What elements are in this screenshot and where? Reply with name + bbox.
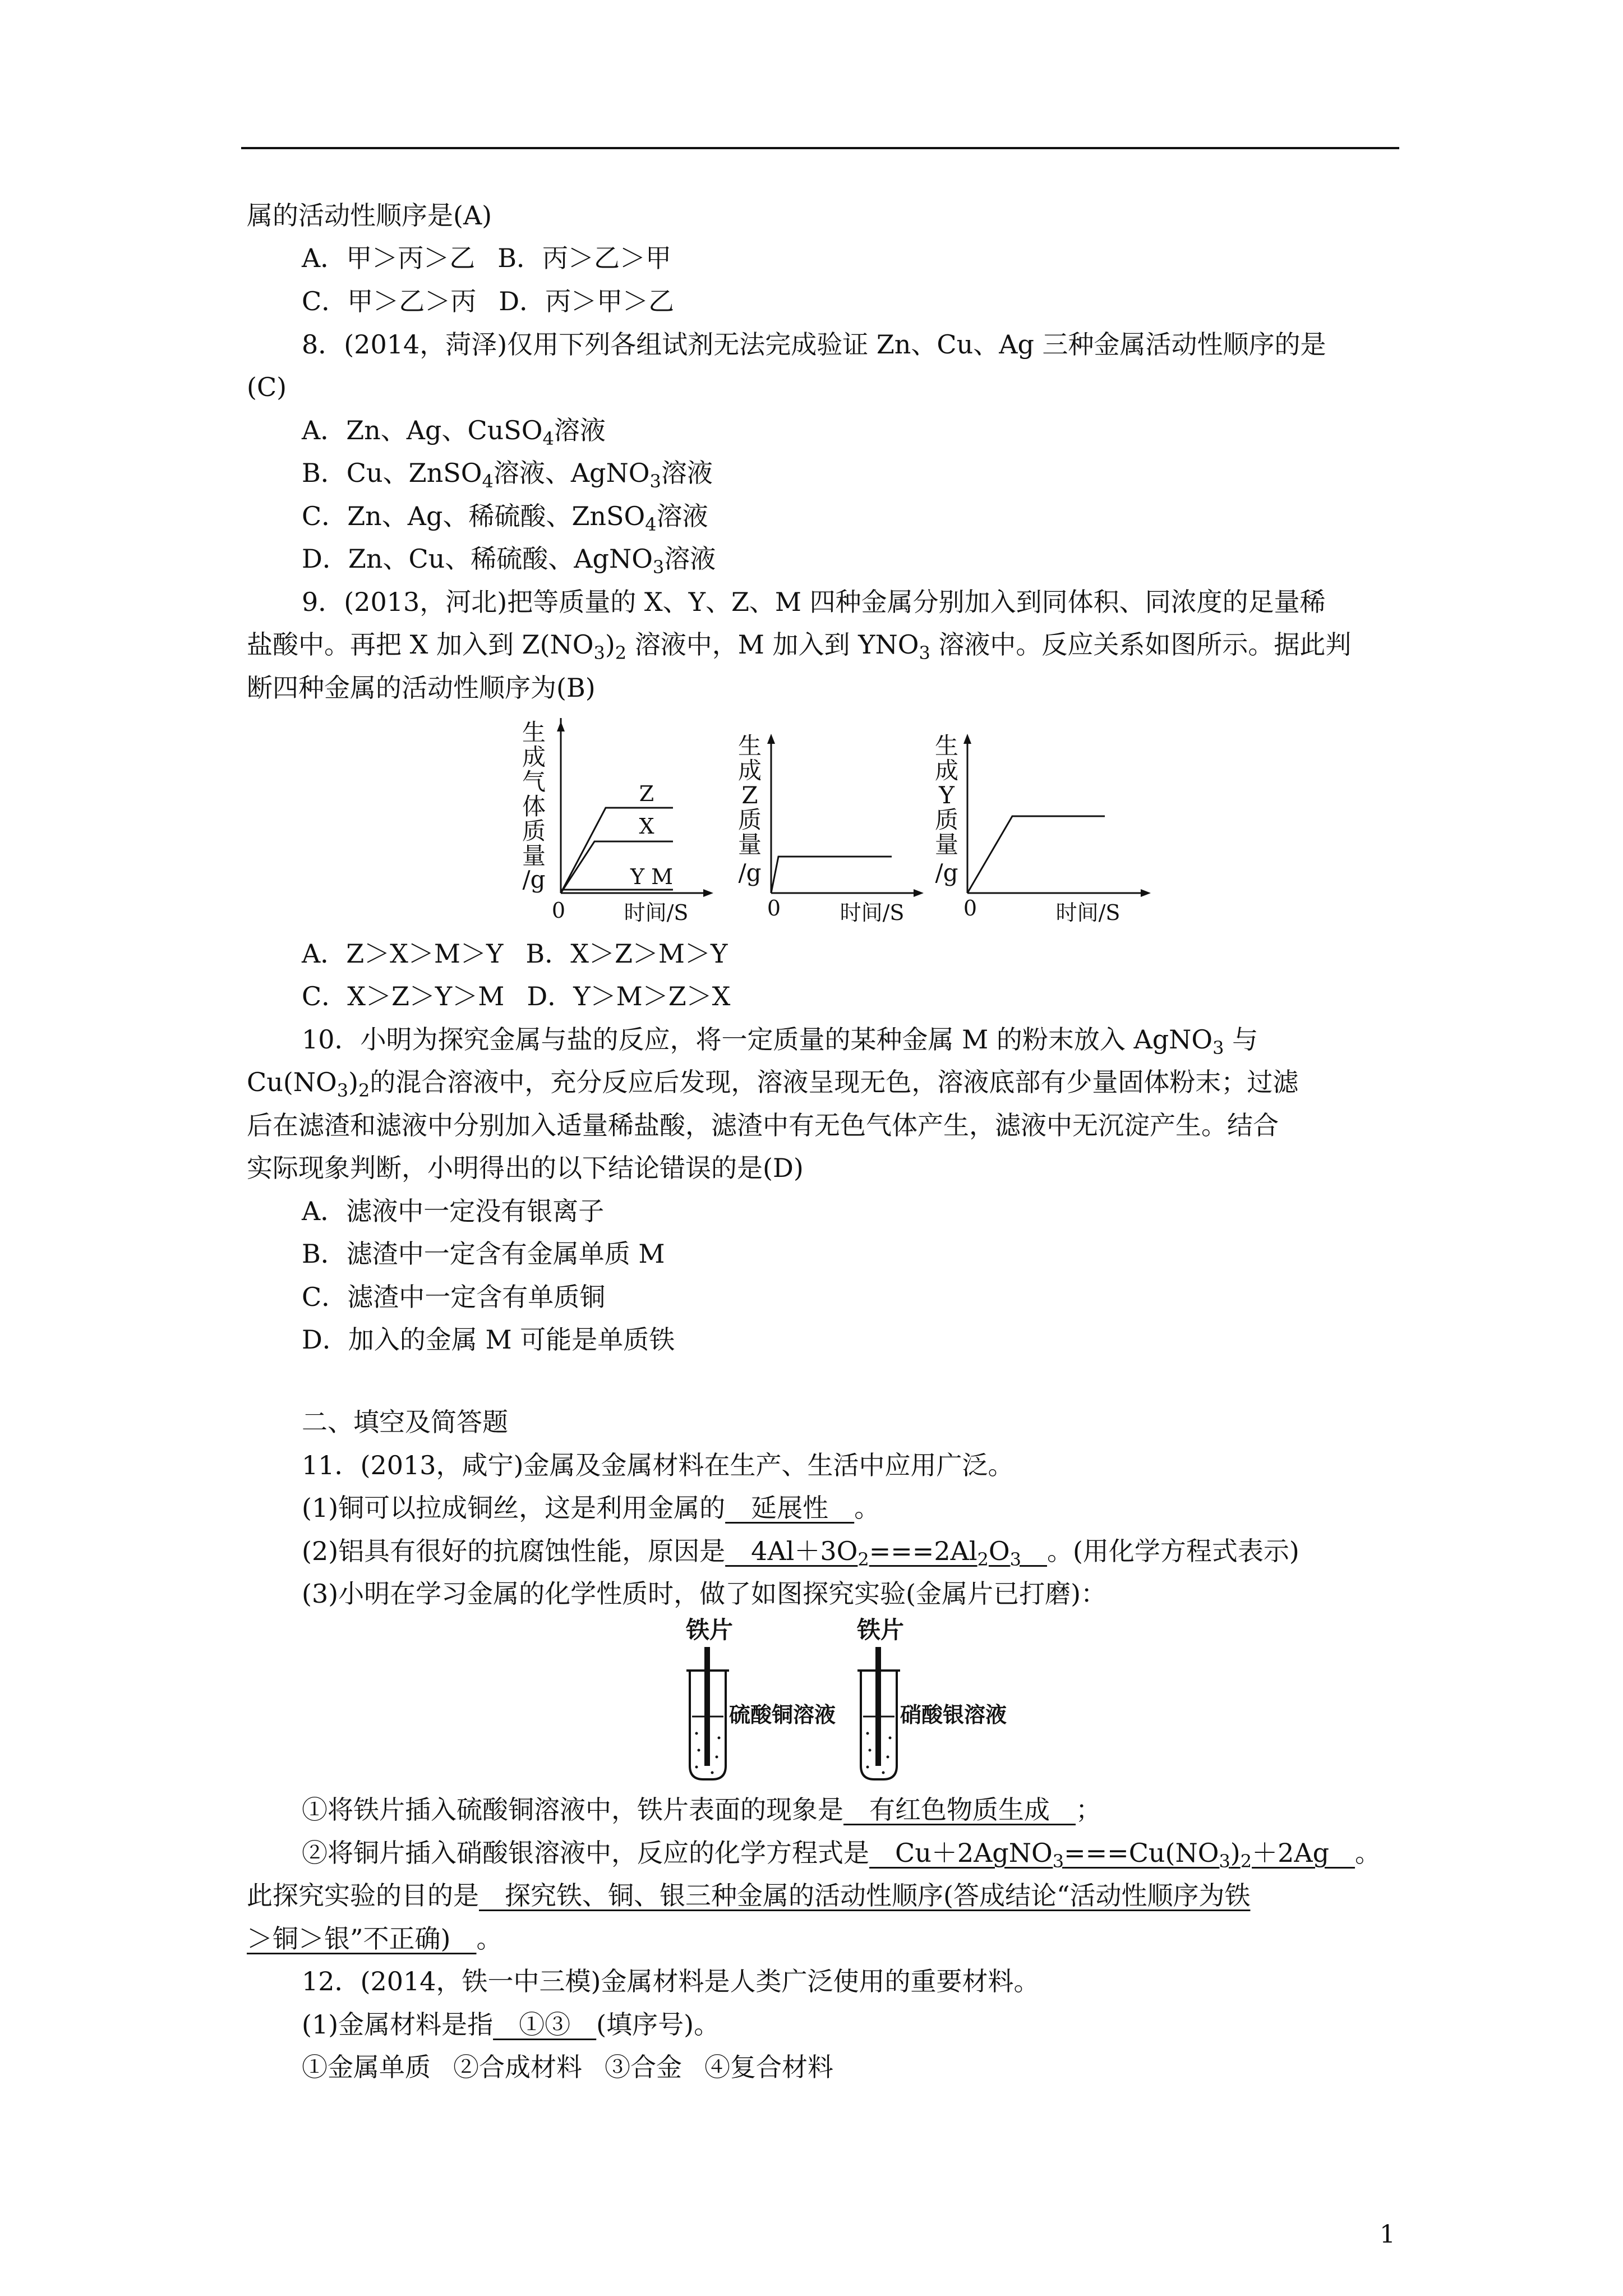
q7-stem-tail: 属的活动性顺序是(A) — [247, 200, 492, 231]
q9-stem-line-3: 断四种金属的活动性顺序为(B) — [247, 673, 596, 703]
svg-text:气: 气 — [522, 768, 546, 795]
q7-options-cd — [302, 284, 674, 318]
graph-1 — [522, 718, 713, 925]
graph-2-xlabel: 时间/S — [840, 900, 905, 925]
q11-answer-2: $\_\_4Al+3O_2===2Al_2O_3\_\_$ — [725, 1536, 1047, 1570]
q12-choices — [302, 2050, 833, 2084]
svg-text:量: 量 — [522, 842, 546, 869]
q10-option-d: D．加入的金属 M 可能是单质铁 — [302, 1324, 675, 1355]
q7-option-d: D．丙＞甲＞乙 — [499, 286, 675, 316]
q8-option-c: C．Zn、Ag、稀硫酸、ZnSO$_4$溶液 — [302, 501, 708, 535]
svg-text:量: 量 — [737, 831, 762, 858]
q12-answer-1: __①③__ — [493, 2009, 597, 2040]
q9-reaction-graphs — [505, 718, 1166, 931]
label-x: X — [639, 814, 654, 839]
q9-option-b: B．X＞Z＞M＞Y — [525, 938, 728, 969]
q11-part-3: (3)小明在学习金属的化学性质时，做了如图探究实验(金属片已打磨)： — [302, 1579, 1107, 1609]
svg-text:/g: /g — [738, 859, 762, 886]
q11-sub-1-answer: __有红色物质生成__ — [843, 1795, 1076, 1825]
svg-text:/g: /g — [522, 866, 546, 893]
q7-option-b: B．丙＞乙＞甲 — [497, 243, 672, 273]
tube-2-solution-label: 硝酸银溶液 — [900, 1702, 1007, 1727]
svg-text:成: 成 — [737, 757, 762, 784]
graph-3-origin: 0 — [963, 896, 978, 921]
tube-2-metal-label: 铁片 — [856, 1616, 905, 1644]
line-y-mass — [967, 816, 1105, 893]
q8-option-b: B．Cu、ZnSO$_4$溶液、AgNO$_3$溶液 — [302, 458, 713, 492]
q10-stem-line-2: $Cu(NO_3)_2$的混合溶液中，充分反应后发现，溶液呈现无色，溶液底部有少量固体粉末；过滤 — [247, 1067, 1299, 1101]
q8-option-a: A．Zn、Ag、CuSO$_4$溶液 — [302, 415, 606, 449]
q11-test-tube-figure — [645, 1610, 1060, 1789]
svg-text:成: 成 — [522, 743, 546, 771]
graph-2-origin: 0 — [767, 896, 781, 921]
q10-option-a: A．滤液中一定没有银离子 — [302, 1196, 605, 1226]
q11-purpose-answer-1: __探究铁、铜、银三种金属的活动性顺序(答成结论“活动性顺序为铁 — [479, 1880, 1251, 1911]
q12-part-1: (1)金属材料是指__①③__(填序号)。 — [302, 2009, 720, 2040]
q10-option-b: B．滤渣中一定含有金属单质 M — [302, 1239, 665, 1269]
tube-1-solution-label: 硫酸铜溶液 — [729, 1702, 836, 1727]
q11-sub-2-answer: $\_\_Cu+2AgNO_3===Cu(NO_3)_2+2Ag\_\_$ — [869, 1838, 1355, 1872]
svg-text:质: 质 — [522, 817, 546, 845]
q7-option-c: C．甲＞乙＞丙 — [302, 286, 477, 316]
svg-text:生: 生 — [737, 732, 762, 760]
svg-text:Z: Z — [741, 781, 758, 809]
q12-choice-2: ②合成材料 — [453, 2052, 582, 2082]
svg-text:/g: /g — [935, 859, 958, 886]
iron-strip-1 — [704, 1647, 710, 1766]
q12-stem: 12．(2014，铁一中三模)金属材料是人类广泛使用的重要材料。 — [302, 1966, 1040, 1996]
q9-option-a: A．Z＞X＞M＞Y — [302, 938, 504, 969]
q11-answer-1: __延展性__ — [725, 1493, 855, 1523]
q11-sub-2: ②将铜片插入硝酸银溶液中，反应的化学方程式是$\_\_Cu+2AgNO_3===Cu(NO_3)_2+2Ag\_\_$。 — [302, 1838, 1381, 1872]
label-z: Z — [639, 781, 654, 806]
q8-stem-line-1: 8．(2014，菏泽)仅用下列各组试剂无法完成验证 Zn、Cu、Ag 三种金属活动性顺序的是 — [302, 329, 1326, 360]
q9-stem-line-2: 盐酸中。再把 X 加入到 $Z(NO_3)_2$ 溶液中，M 加入到 $YNO_3$ 溶液中。反应关系如图所示。据此判 — [247, 629, 1352, 664]
graph-1-xlabel: 时间/S — [624, 900, 689, 925]
q8-option-d: D．Zn、Cu、稀硫酸、AgNO$_3$溶液 — [302, 544, 716, 578]
svg-text:体: 体 — [522, 793, 546, 820]
q9-stem-line-1: 9．(2013，河北)把等质量的 X、Y、Z、M 四种金属分别加入到同体积、同浓度的足量稀 — [302, 587, 1326, 617]
svg-text:生: 生 — [934, 732, 959, 760]
svg-text:成: 成 — [934, 757, 959, 784]
graph-1-origin: 0 — [551, 898, 566, 923]
q10-stem-line-3: 后在滤渣和滤液中分别加入适量稀盐酸，滤渣中有无色气体产生，滤液中无沉淀产生。结合 — [247, 1110, 1279, 1140]
q11-part-2: (2)铝具有很好的抗腐蚀性能，原因是$\_\_4Al+3O_2===2Al_2O_3\_\_$。(用化学方程式表示) — [302, 1536, 1299, 1570]
q11-purpose-answer-2: ＞铜＞银”不正确)__ — [247, 1924, 477, 1954]
graph-3-xlabel: 时间/S — [1055, 900, 1121, 925]
label-ym: Y M — [630, 864, 674, 889]
test-tube-1 — [685, 1616, 836, 1779]
header-rule — [241, 147, 1399, 149]
graph-3 — [935, 732, 1151, 925]
graph-2 — [738, 732, 924, 925]
graph-1-ylabel — [522, 719, 546, 893]
q11-stem: 11．(2013，咸宁)金属及金属材料在生产、生活中应用广泛。 — [302, 1450, 1014, 1480]
q9-options-ab — [302, 937, 727, 970]
q12-choice-1: ①金属单质 — [302, 2052, 431, 2082]
line-z-mass — [771, 857, 892, 893]
svg-text:质: 质 — [934, 806, 959, 834]
q11-part-1: (1)铜可以拉成铜丝，这是利用金属的__延展性__。 — [302, 1493, 880, 1523]
q12-choice-4: ④复合材料 — [704, 2052, 833, 2082]
q11-purpose-line-1: 此探究实验的目的是__探究铁、铜、银三种金属的活动性顺序(答成结论“活动性顺序为铁 — [247, 1880, 1251, 1911]
q9-option-d: D．Y＞M＞Z＞X — [527, 981, 731, 1011]
q11-sub-1: ①将铁片插入硫酸铜溶液中，铁片表面的现象是__有红色物质生成__； — [302, 1795, 1101, 1825]
test-tube-2 — [856, 1616, 1007, 1779]
svg-text:质: 质 — [737, 806, 762, 834]
iron-strip-2 — [875, 1647, 881, 1766]
svg-text:量: 量 — [934, 831, 959, 858]
q7-option-a: A．甲＞丙＞乙 — [302, 243, 476, 273]
q8-stem-line-2: (C) — [247, 372, 287, 402]
svg-text:Y: Y — [939, 781, 955, 809]
page-number: 1 — [1380, 2220, 1395, 2249]
q7-options-ab — [302, 241, 671, 275]
tube-1-metal-label: 铁片 — [685, 1616, 734, 1644]
svg-text:生: 生 — [522, 719, 546, 746]
q10-stem-line-1: 10．小明为探究金属与盐的反应，将一定质量的某种金属 M 的粉末放入 AgNO$_3$ 与 — [302, 1024, 1258, 1059]
graph-2-ylabel — [738, 732, 762, 886]
section-2-title: 二、填空及简答题 — [302, 1407, 508, 1437]
q9-options-cd — [302, 979, 730, 1013]
graph-3-ylabel — [935, 732, 958, 886]
q9-option-c: C．X＞Z＞Y＞M — [302, 981, 505, 1011]
q12-choice-3: ③合金 — [605, 2052, 682, 2082]
q10-option-c: C．滤渣中一定含有单质铜 — [302, 1282, 606, 1312]
q11-purpose-line-2: ＞铜＞银”不正确)__。 — [247, 1924, 502, 1954]
q10-stem-line-4: 实际现象判断，小明得出的以下结论错误的是(D) — [247, 1153, 804, 1183]
